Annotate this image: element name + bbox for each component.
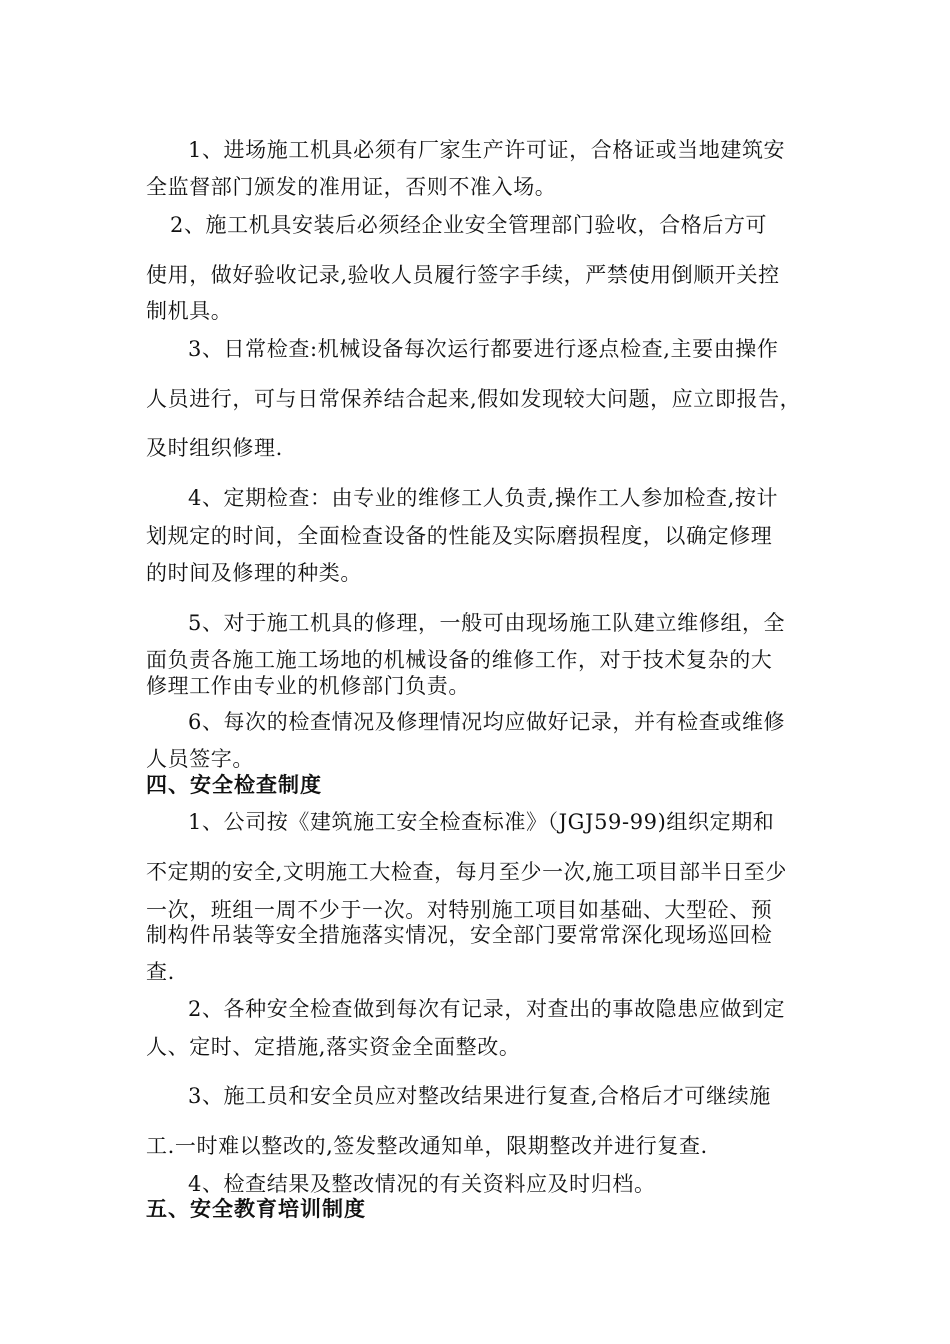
section-4-paragraph-2-line-1: 2、各种安全检查做到每次有记录，对查出的事故隐患应做到定: [188, 997, 786, 1021]
paragraph-6-line-2: 人员签字。: [146, 747, 254, 771]
paragraph-1-line-1: 1、进场施工机具必须有厂家生产许可证，合格证或当地建筑安: [188, 138, 786, 162]
paragraph-2-line-3: 制机具。: [146, 299, 233, 323]
section-heading-5: 五、安全教育培训制度: [146, 1196, 366, 1221]
section-4-paragraph-3-line-2: 工.一时难以整改的,签发整改通知单，限期整改并进行复查.: [146, 1134, 708, 1158]
section-4-paragraph-1-line-5: 查.: [146, 960, 175, 984]
section-4-paragraph-1-line-4: 制构件吊装等安全措施落实情况，安全部门要常常深化现场巡回检: [146, 923, 773, 947]
section-4-paragraph-1-line-3: 一次，班组一周不少于一次。对特别施工项目如基础、大型砼、预: [146, 898, 773, 922]
section-4-paragraph-2-line-2: 人、定时、定措施,落实资金全面整改。: [146, 1035, 521, 1059]
paragraph-5-line-2: 面负责各施工施工场地的机械设备的维修工作，对于技术复杂的大: [146, 648, 773, 672]
section-4-paragraph-1-line-1: 1、公司按《建筑施工安全检查标准》（JGJ59-99)组织定期和: [188, 810, 775, 834]
paragraph-1-line-2: 全监督部门颁发的准用证，否则不准入场。: [146, 175, 557, 199]
section-heading-4: 四、安全检查制度: [146, 772, 322, 797]
paragraph-3-line-3: 及时组织修理.: [146, 436, 283, 460]
section-4-paragraph-3-line-1: 3、施工员和安全员应对整改结果进行复查,合格后才可继续施: [188, 1084, 771, 1108]
paragraph-2-line-1: 2、施工机具安装后必须经企业安全管理部门验收，合格后方可: [170, 213, 768, 237]
paragraph-2-line-2: 使用，做好验收记录,验收人员履行签字手续，严禁使用倒顺开关控: [146, 263, 780, 287]
paragraph-6-line-1: 6、每次的检查情况及修理情况均应做好记录，并有检查或维修: [188, 710, 786, 734]
section-4-paragraph-1-line-2: 不定期的安全,文明施工大检查，每月至少一次,施工项目部半日至少: [146, 860, 787, 884]
paragraph-5-line-3: 修理工作由专业的机修部门负责。: [146, 674, 470, 698]
paragraph-4-line-3: 的时间及修理的种类。: [146, 561, 362, 585]
paragraph-3-line-1: 3、日常检查:机械设备每次运行都要进行逐点检查,主要由操作: [188, 337, 779, 361]
paragraph-4-line-2: 划规定的时间，全面检查设备的性能及实际磨损程度，以确定修理: [146, 524, 773, 548]
section-4-paragraph-4-line-1: 4、检查结果及整改情况的有关资料应及时归档。: [188, 1172, 656, 1196]
paragraph-5-line-1: 5、对于施工机具的修理，一般可由现场施工队建立维修组，全: [188, 611, 786, 635]
paragraph-4-line-1: 4、定期检查：由专业的维修工人负责,操作工人参加检查,按计: [188, 486, 779, 510]
paragraph-3-line-2: 人员进行，可与日常保养结合起来,假如发现较大问题，应立即报告，: [146, 387, 802, 411]
